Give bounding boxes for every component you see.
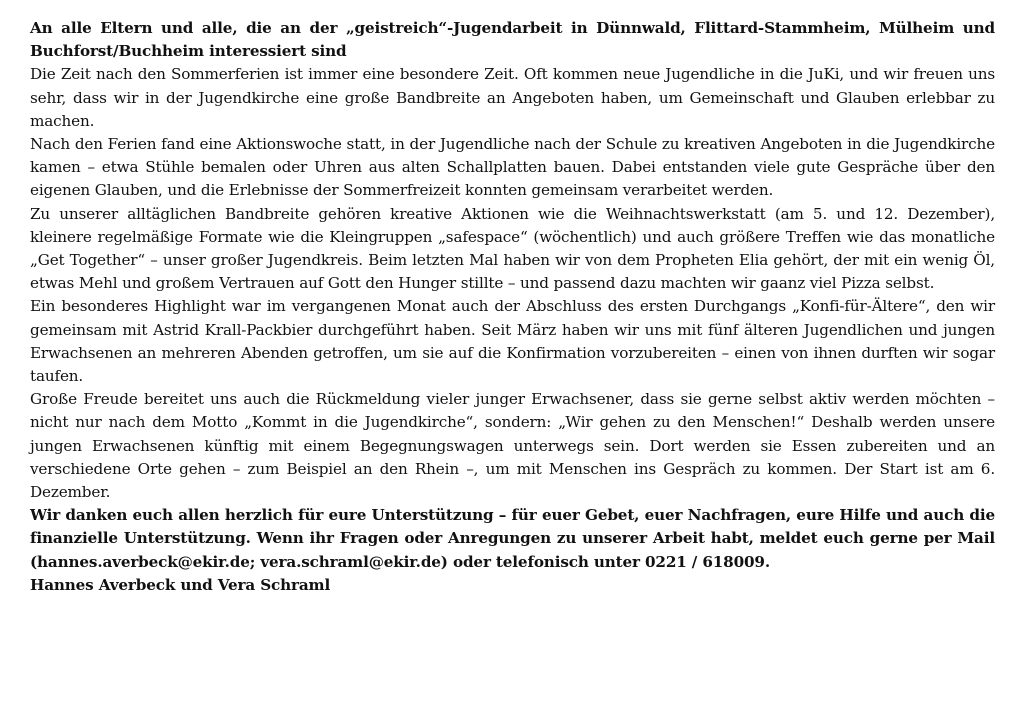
letter-heading: An alle Eltern und alle, die an der „geistreich“-Jugendarbeit in Dünnwald, Flittard-Stammheim, Mülheim und Buchforst/Buchheim interessiert sind: [30, 19, 995, 61]
paragraph-everyday-offers: Zu unserer alltäglichen Bandbreite gehören kreative Aktionen wie die Weihnachtswerkstatt (am 5. und 12. Dezember), kleinere regelmäßige Formate wie die Kleingruppen „safespace“ (wöchentlich) und auch größere Treffen wie das monatliche „Get Together“ – unser großer Jugendkreis. Beim letzten Mal haben wir von dem Propheten Elia gehört, der mit ein wenig Öl, etwas Mehl und großem Vertrauen auf Gott den Hunger stillte – und passend dazu machten wir gaanz viel Pizza selbst.: [30, 204, 995, 293]
letter-body: [30, 17, 995, 597]
signature: Hannes Averbeck und Vera Schraml: [30, 575, 331, 594]
closing-thanks: Wir danken euch allen herzlich für eure Unterstützung – für euer Gebet, euer Nachfragen, eure Hilfe und auch die finanzielle Unterstützung. Wenn ihr Fragen oder Anregungen zu unserer Arbeit habt, meldet euch gerne per Mail (hannes.averbeck@ekir.de; vera.schraml@ekir.de) oder telefonisch unter 0221 / 618009.: [30, 506, 995, 571]
paragraph-encounter-wagon: Große Freude bereitet uns auch die Rückmeldung vieler junger Erwachsener, dass sie gerne selbst aktiv werden möchten – nicht nur nach dem Motto „Kommt in die Jugendkirche“, sondern: „Wir gehen zu den Menschen!“ Deshalb werden unsere jungen Erwachsenen künftig mit einem Begegnungswagen unterwegs sein. Dort werden sie Essen zubereiten und an verschiedene Orte gehen – zum Beispiel an den Rhein –, um mit Menschen ins Gespräch zu kommen. Der Start ist am 6. Dezember.: [30, 390, 995, 502]
paragraph-intro: Die Zeit nach den Sommerferien ist immer eine besondere Zeit. Oft kommen neue Jugendliche in die JuKi, und wir freuen uns sehr, dass wir in der Jugendkirche eine große Bandbreite an Angeboten haben, um Gemeinschaft und Glauben erlebbar zu machen.: [30, 65, 995, 130]
paragraph-action-week: Nach den Ferien fand eine Aktionswoche statt, in der Jugendliche nach der Schule zu kreativen Angeboten in die Jugendkirche kamen – etwa Stühle bemalen oder Uhren aus alten Schallplatten bauen. Dabei entstanden viele gute Gespräche über den eigenen Glauben, und die Erlebnisse der Sommerfreizeit konnten gemeinsam verarbeitet werden.: [30, 135, 995, 200]
paragraph-konfi-highlight: Ein besonderes Highlight war im vergangenen Monat auch der Abschluss des ersten Durchgangs „Konfi-für-Ältere“, den wir gemeinsam mit Astrid Krall-Packbier durchgeführt haben. Seit März haben wir uns mit fünf älteren Jugendlichen und jungen Erwachsenen an mehreren Abenden getroffen, um sie auf die Konfirmation vorzubereiten – einen von ihnen durften wir sogar taufen.: [30, 297, 995, 386]
